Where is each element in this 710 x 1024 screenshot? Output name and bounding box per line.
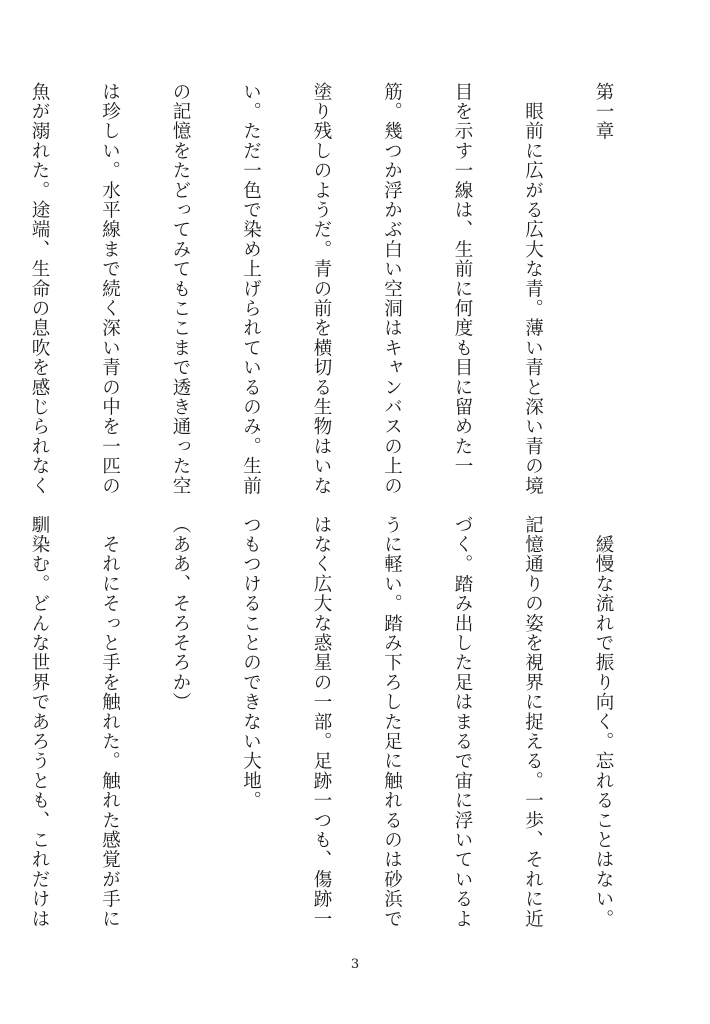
text-column: 目を示す一線は、生前に何度も目に留めた一 [452,82,473,476]
page-number: 3 [350,957,360,972]
top-text-block [0,82,662,522]
text-column: い。ただ一色で染め上げられているのみ。生前 [240,82,262,496]
text-column: はなく広大な惑星の一部。足跡一つも、傷跡一 [311,515,332,929]
text-column: 筋。幾つか浮かぶ白い空洞はキャンバスの上の [381,82,403,496]
bottom-text-block [0,515,662,955]
text-column: 緩慢な流れで振り向く。忘れることはない。 [593,515,614,929]
text-column: の記憶をたどってみてもここまで透き通った空 [170,82,191,496]
text-column: 馴染む。どんな世界であろうとも、これだけは [29,515,50,929]
text-column: 塗り残しのようだ。青の前を横切る生物はいな [311,82,332,496]
text-column: 眼前に広がる広大な青。薄い青と深い青の境 [522,82,544,496]
text-column: うに軽い。踏み下ろした足に触れるのは砂浜で [381,515,403,929]
text-column: 魚が溺れた。途端、生命の息吹を感じられなく [29,82,50,496]
text-column: 記憶通りの姿を視界に捉える。一歩、それに近 [522,515,544,929]
text-column: （ああ、そろそろか） [170,515,191,712]
text-column: づく。踏み出した足はまるで宙に浮いているよ [452,515,473,929]
text-column: は珍しい。水平線まで続く深い青の中を一匹の [99,82,121,496]
chapter-title: 第一章 [593,82,614,142]
text-column: つもつけることのできない大地。 [240,515,262,811]
text-column: それにそっと手を触れた。触れた感覚が手に [99,515,121,929]
